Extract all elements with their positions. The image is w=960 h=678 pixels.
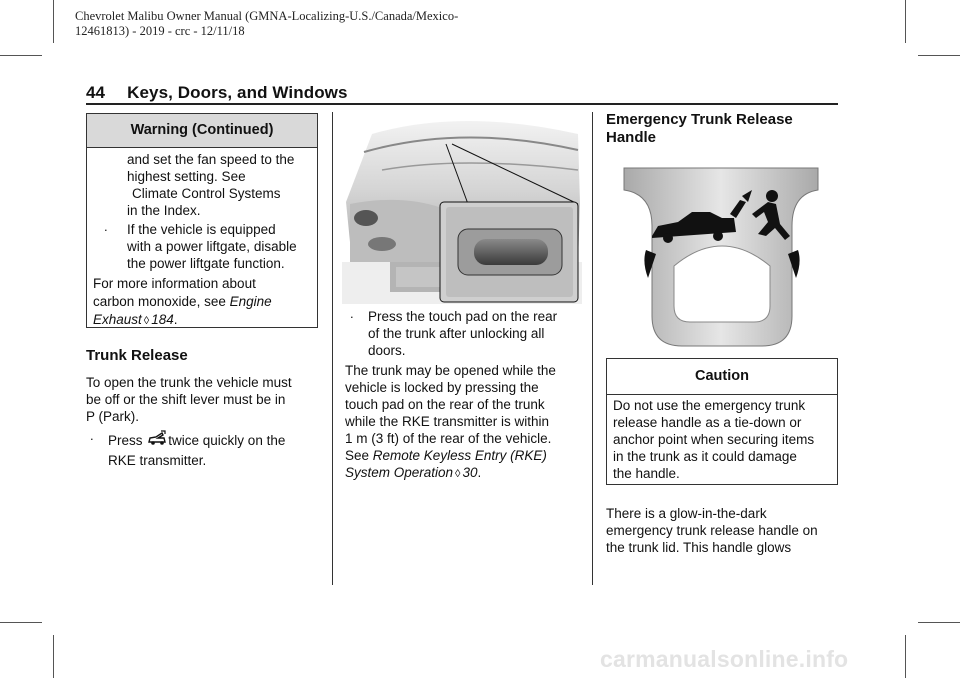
text-line: emergency trunk release handle on: [606, 523, 818, 538]
text-line: There is a glow-in-the-dark: [606, 506, 767, 521]
bullet: .: [350, 306, 354, 321]
warning-line: carbon monoxide, see: [93, 294, 230, 309]
crop-mark: [905, 0, 906, 43]
warning-line: in the Index.: [127, 203, 201, 218]
text-line: in the trunk as it could damage: [613, 449, 797, 464]
text-line: Do not use the emergency trunk: [613, 398, 806, 413]
crop-mark: [918, 55, 960, 56]
running-header: [75, 9, 458, 39]
text-line: the handle.: [613, 466, 680, 481]
warning-line: and set the fan speed to the: [127, 152, 295, 167]
page-number: 44: [86, 83, 106, 102]
text-line: vehicle is locked by pressing the: [345, 380, 539, 395]
crop-mark: [0, 622, 42, 623]
page-reference-icon: ◊: [143, 315, 150, 327]
page-ref[interactable]: 30: [462, 465, 478, 480]
page-ref[interactable]: 184: [151, 312, 174, 327]
header-line-2: 12461813) - 2019 - crc - 12/11/18: [75, 24, 245, 38]
crop-mark: [53, 635, 54, 678]
warning-line: highest setting. See: [127, 169, 246, 184]
text-line: RKE transmitter.: [108, 453, 207, 468]
title-rule: [86, 103, 838, 105]
text-line: Press the touch pad on the rear: [368, 309, 558, 324]
text-line: twice quickly on the: [168, 433, 286, 448]
caution-text: [613, 397, 814, 482]
glow-handle-paragraph: [606, 505, 818, 556]
text-line: To open the trunk the vehicle must: [86, 375, 292, 390]
see-reference: [345, 447, 547, 483]
warning-line: If the vehicle is equipped: [127, 222, 276, 237]
trunk-release-heading: Trunk Release: [86, 347, 188, 364]
text-line: 1 m (3 ft) of the rear of the vehicle.: [345, 431, 552, 446]
trunk-touchpad-illustration: [342, 112, 582, 304]
text-line: The trunk may be opened while the: [345, 363, 556, 378]
column-divider: [332, 112, 333, 585]
heading-line: Handle: [606, 129, 657, 146]
caution-heading: Caution: [607, 359, 837, 395]
emergency-release-heading: [606, 111, 793, 147]
section-name: Keys, Doors, and Windows: [127, 83, 348, 102]
text-line: be off or the shift lever must be in: [86, 392, 286, 407]
text-line: touch pad on the rear of the trunk: [345, 397, 545, 412]
heading-line: Emergency Trunk Release: [606, 111, 793, 128]
warning-line: For more information about: [93, 276, 256, 291]
warning-heading: Warning (Continued): [87, 114, 317, 148]
text-line: release handle as a tie-down or: [613, 415, 802, 430]
crop-mark: [0, 55, 42, 56]
warning-line: Climate Control Systems: [132, 186, 281, 201]
text-line: Press: [108, 433, 143, 448]
text-line: while the RKE transmitter is within: [345, 414, 550, 429]
trunk-release-text: [86, 374, 292, 425]
trunk-open-icon: [147, 430, 167, 444]
warning-bullet-text: [127, 221, 297, 272]
emergency-handle-illustration: [622, 166, 822, 348]
column-divider: [592, 112, 593, 585]
rke-link[interactable]: Remote Keyless Entry (RKE): [372, 448, 547, 463]
header-line-1: Chevrolet Malibu Owner Manual (GMNA-Localizing-U.S./Canada/Mexico-: [75, 9, 459, 23]
touchpad-instruction: [368, 308, 557, 359]
watermark: carmanualsonline.info: [600, 646, 849, 672]
period: .: [477, 465, 482, 480]
warning-line: with a power liftgate, disable: [127, 239, 297, 254]
rke-paragraph: [345, 362, 556, 447]
crop-mark: [53, 0, 54, 43]
text-line: P (Park).: [86, 409, 140, 424]
text-line: See: [345, 448, 373, 463]
page-reference-icon: ◊: [455, 468, 461, 480]
press-instruction: [108, 430, 285, 471]
warning-more-info: [93, 275, 272, 330]
text-line: of the trunk after unlocking all: [368, 326, 545, 341]
rke-link[interactable]: System Operation: [345, 465, 454, 480]
crop-mark: [918, 622, 960, 623]
period: .: [173, 312, 178, 327]
warning-text: [127, 151, 294, 219]
bullet: .: [90, 428, 94, 443]
bullet: .: [104, 219, 108, 234]
warning-line: the power liftgate function.: [127, 256, 285, 271]
engine-exhaust-link[interactable]: Engine: [229, 294, 272, 309]
text-line: doors.: [368, 343, 406, 358]
section-title: [86, 83, 348, 103]
text-line: the trunk lid. This handle glows: [606, 540, 792, 555]
engine-exhaust-link[interactable]: Exhaust: [93, 312, 142, 327]
text-line: anchor point when securing items: [613, 432, 815, 447]
crop-mark: [905, 635, 906, 678]
